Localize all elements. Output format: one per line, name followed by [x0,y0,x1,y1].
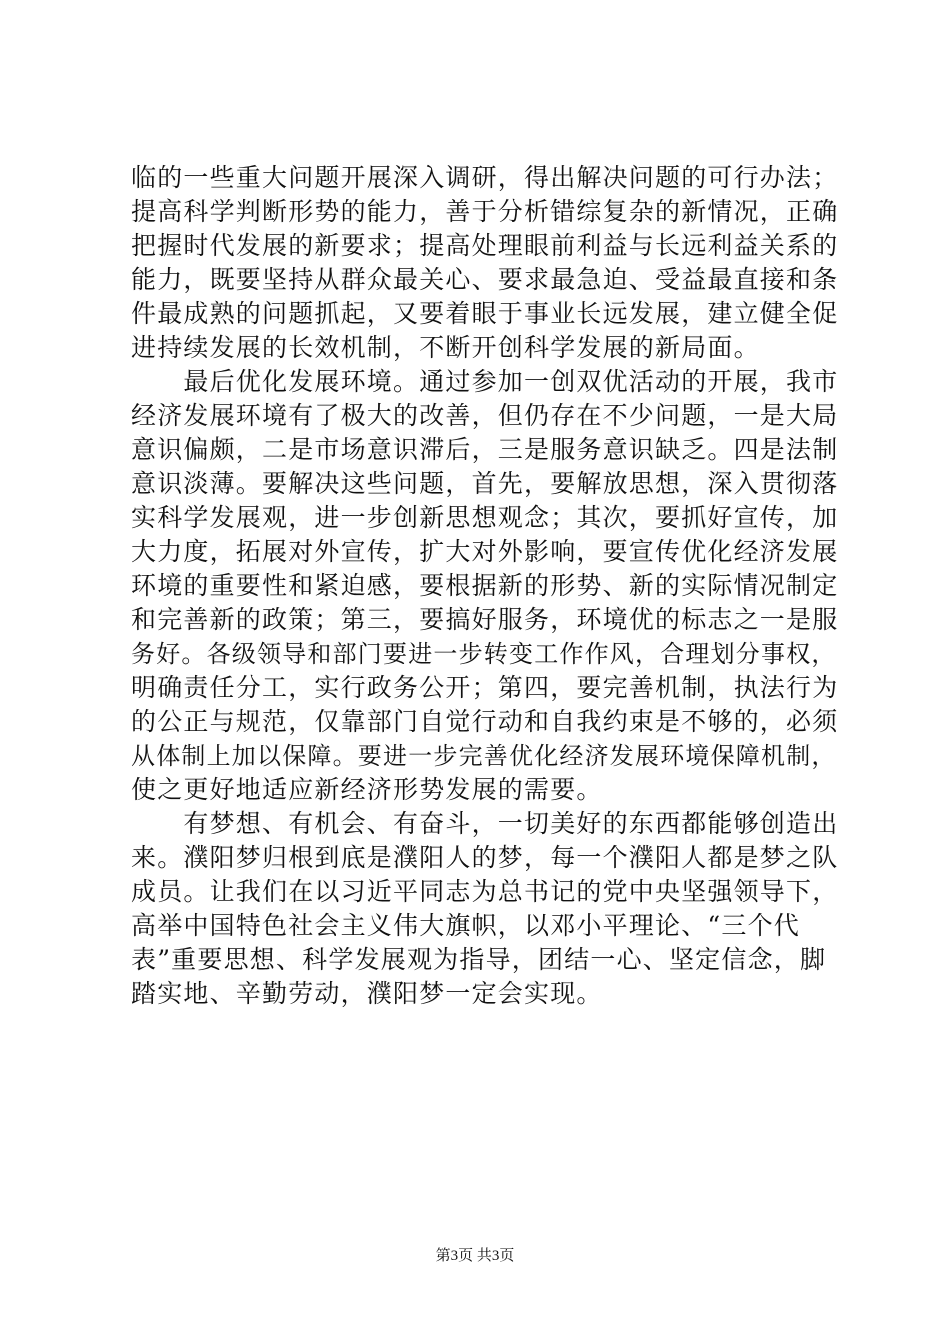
text-line: 把握时代发展的新要求；提高处理眼前利益与长远利益关系的 [131,231,839,260]
text-line: 提高科学判断形势的能力，善于分析错综复杂的新情况，正确 [131,197,839,226]
text-line: 来。濮阳梦归根到底是濮阳人的梦，每一个濮阳人都是梦之队 [131,843,839,872]
text-line: 高举中国特色社会主义伟大旗帜，以邓小平理论、“三个代 [131,911,800,940]
text-line: 能力，既要坚持从群众最关心、要求最急迫、受益最直接和条 [131,265,839,294]
text-line: 进持续发展的长效机制，不断开创科学发展的新局面。 [131,333,760,362]
text-line: 有梦想、有机会、有奋斗，一切美好的东西都能够创造出 [131,809,839,838]
text-line: 表”重要思想、科学发展观为指导，团结一心、坚定信念，脚 [131,945,827,974]
text-line: 临的一些重大问题开展深入调研，得出解决问题的可行办法； [131,163,839,192]
text-line: 从体制上加以保障。要进一步完善优化经济发展环境保障机制， [131,742,837,770]
text-line: 成员。让我们在以习近平同志为总书记的党中央坚强领导下， [131,877,839,906]
text-line: 的公正与规范，仅靠部门自觉行动和自我约束是不够的，必须 [131,707,839,736]
text-line: 经济发展环境有了极大的改善，但仍存在不少问题，一是大局 [131,401,839,430]
text-line: 和完善新的政策；第三，要搞好服务，环境优的标志之一是服 [131,605,839,634]
text-line: 务好。各级领导和部门要进一步转变工作作风，合理划分事权， [131,640,837,668]
text-line: 踏实地、辛勤劳动，濮阳梦一定会实现。 [131,979,603,1008]
text-line: 最后优化发展环境。通过参加一创双优活动的开展，我市 [131,367,839,396]
text-line: 件最成熟的问题抓起，又要着眼于事业长远发展，建立健全促 [131,299,839,328]
text-line: 使之更好地适应新经济形势发展的需要。 [131,775,603,804]
text-line: 明确责任分工，实行政务公开；第四，要完善机制，执法行为 [131,673,839,702]
page-footer: 第3页 共3页 [435,1248,515,1264]
text-line: 实科学发展观，进一步创新思想观念；其次，要抓好宣传，加 [131,503,839,532]
text-line: 意识偏颇，二是市场意识滞后，三是服务意识缺乏。四是法制 [131,435,839,464]
text-line: 大力度，拓展对外宣传，扩大对外影响，要宣传优化经济发展 [131,537,839,566]
text-line: 环境的重要性和紧迫感，要根据新的形势、新的实际情况制定 [131,571,839,600]
text-line: 意识淡薄。要解决这些问题，首先，要解放思想，深入贯彻落 [131,469,839,498]
body-text [131,161,843,1011]
